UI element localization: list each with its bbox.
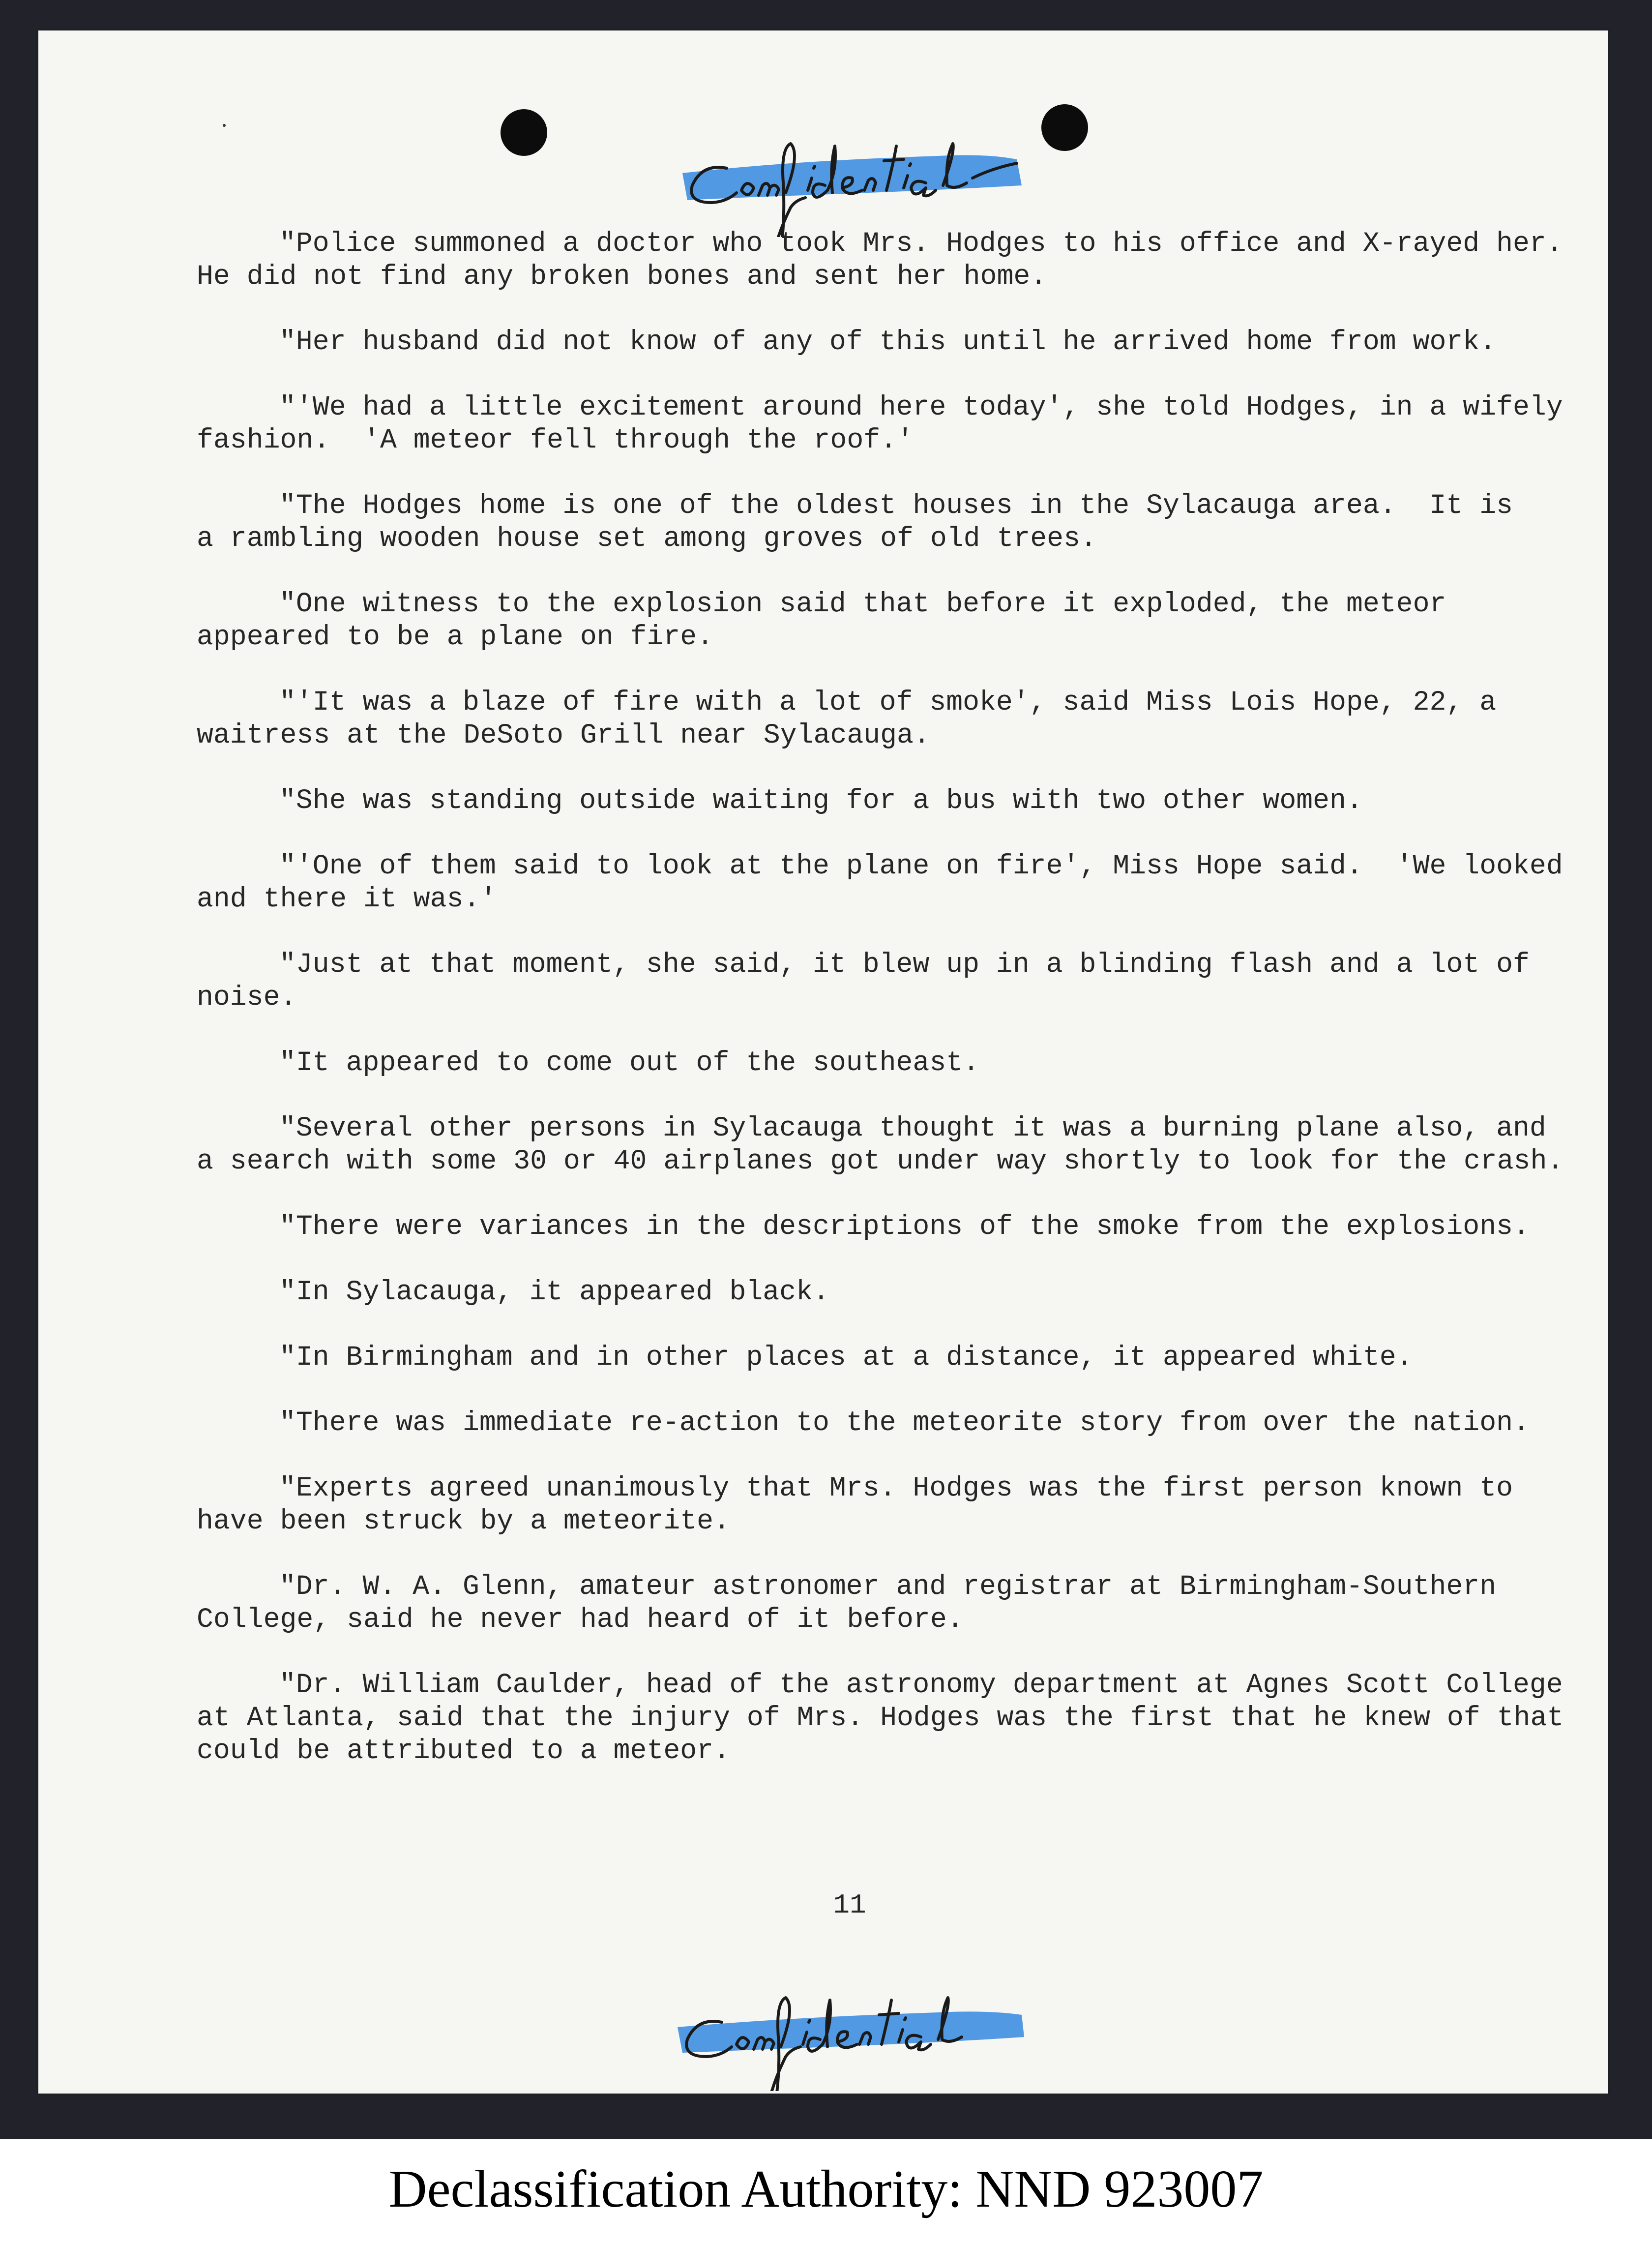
text-line: noise.	[197, 982, 297, 1013]
punch-hole-left	[501, 109, 547, 156]
text-line: "In Sylacauga, it appeared black.	[279, 1276, 829, 1308]
paragraph	[197, 948, 1583, 1014]
confidential-stamp-top	[643, 104, 1076, 237]
paragraph	[197, 227, 1583, 293]
declassification-footer: Declassification Authority: NND 923007	[388, 2160, 1264, 2218]
paragraph	[197, 1047, 1583, 1079]
paragraph	[197, 1276, 1583, 1309]
text-line: waitress at the DeSoto Grill near Sylacauga.	[197, 719, 930, 751]
text-line: fashion. 'A meteor fell through the roof.'	[197, 424, 914, 456]
text-line: and there it was.'	[197, 883, 497, 915]
text-line: appeared to be a plane on fire.	[197, 621, 714, 653]
paragraph	[197, 326, 1583, 359]
text-line: "She was standing outside waiting for a bus with two other women.	[279, 785, 1363, 816]
text-line: "Experts agreed unanimously that Mrs. Hodges was the first person known to	[279, 1472, 1513, 1504]
paragraph	[197, 1570, 1583, 1636]
text-line: "Just at that moment, she said, it blew up in a blinding flash and a lot of	[279, 949, 1530, 980]
paragraph	[197, 1341, 1583, 1374]
confidential-stamp-bottom	[643, 1963, 1076, 2091]
text-line: He did not find any broken bones and sent her home.	[197, 261, 1047, 292]
text-line: have been struck by a meteorite.	[197, 1505, 730, 1537]
text-line: "'We had a little excitement around here today', she told Hodges, in a wifely	[279, 391, 1563, 423]
text-line: "One witness to the explosion said that before it exploded, the meteor	[279, 588, 1446, 620]
text-line: "In Birmingham and in other places at a distance, it appeared white.	[279, 1342, 1413, 1373]
paragraph	[197, 1472, 1583, 1538]
text-line: "There were variances in the descriptions of the smoke from the explosions.	[279, 1211, 1530, 1242]
text-line: "'One of them said to look at the plane on fire', Miss Hope said. 'We looked	[279, 850, 1563, 882]
paragraph	[197, 489, 1583, 555]
paragraph	[197, 1407, 1583, 1439]
paragraph	[197, 1210, 1583, 1243]
text-line: "Dr. William Caulder, head of the astronomy department at Agnes Scott College	[279, 1669, 1563, 1701]
document-body	[197, 227, 1583, 1800]
paragraph	[197, 784, 1583, 817]
text-line: could be attributed to a meteor.	[197, 1735, 730, 1766]
stray-mark	[223, 124, 226, 127]
paragraph	[197, 1669, 1583, 1767]
paragraph	[197, 686, 1583, 752]
text-line: a rambling wooden house set among groves of old trees.	[197, 523, 1097, 554]
text-line: "Dr. W. A. Glenn, amateur astronomer and registrar at Birmingham-Southern	[279, 1571, 1497, 1602]
paragraph	[197, 1112, 1583, 1178]
text-line: "There was immediate re-action to the meteorite story from over the nation.	[279, 1407, 1530, 1438]
text-line: at Atlanta, said that the injury of Mrs. Hodges was the first that he knew of that	[197, 1702, 1564, 1734]
text-line: "Her husband did not know of any of this until he arrived home from work.	[279, 326, 1497, 358]
text-line: "It appeared to come out of the southeast.	[279, 1047, 980, 1078]
text-line: "The Hodges home is one of the oldest houses in the Sylacauga area. It is	[279, 490, 1513, 521]
text-line: College, said he never had heard of it before.	[197, 1604, 964, 1635]
paragraph	[197, 850, 1583, 916]
paragraph	[197, 588, 1583, 654]
page-number: 11	[833, 1889, 866, 1921]
text-line: "Several other persons in Sylacauga thought it was a burning plane also, and	[279, 1112, 1546, 1144]
document-page	[38, 30, 1608, 2094]
footer-bar	[0, 2139, 1652, 2245]
text-line: "Police summoned a doctor who took Mrs. Hodges to his office and X-rayed her.	[279, 228, 1563, 259]
text-line: "'It was a blaze of fire with a lot of smoke', said Miss Lois Hope, 22, a	[279, 687, 1497, 718]
paragraph	[197, 391, 1583, 457]
text-line: a search with some 30 or 40 airplanes got under way shortly to look for the crash.	[197, 1145, 1564, 1177]
